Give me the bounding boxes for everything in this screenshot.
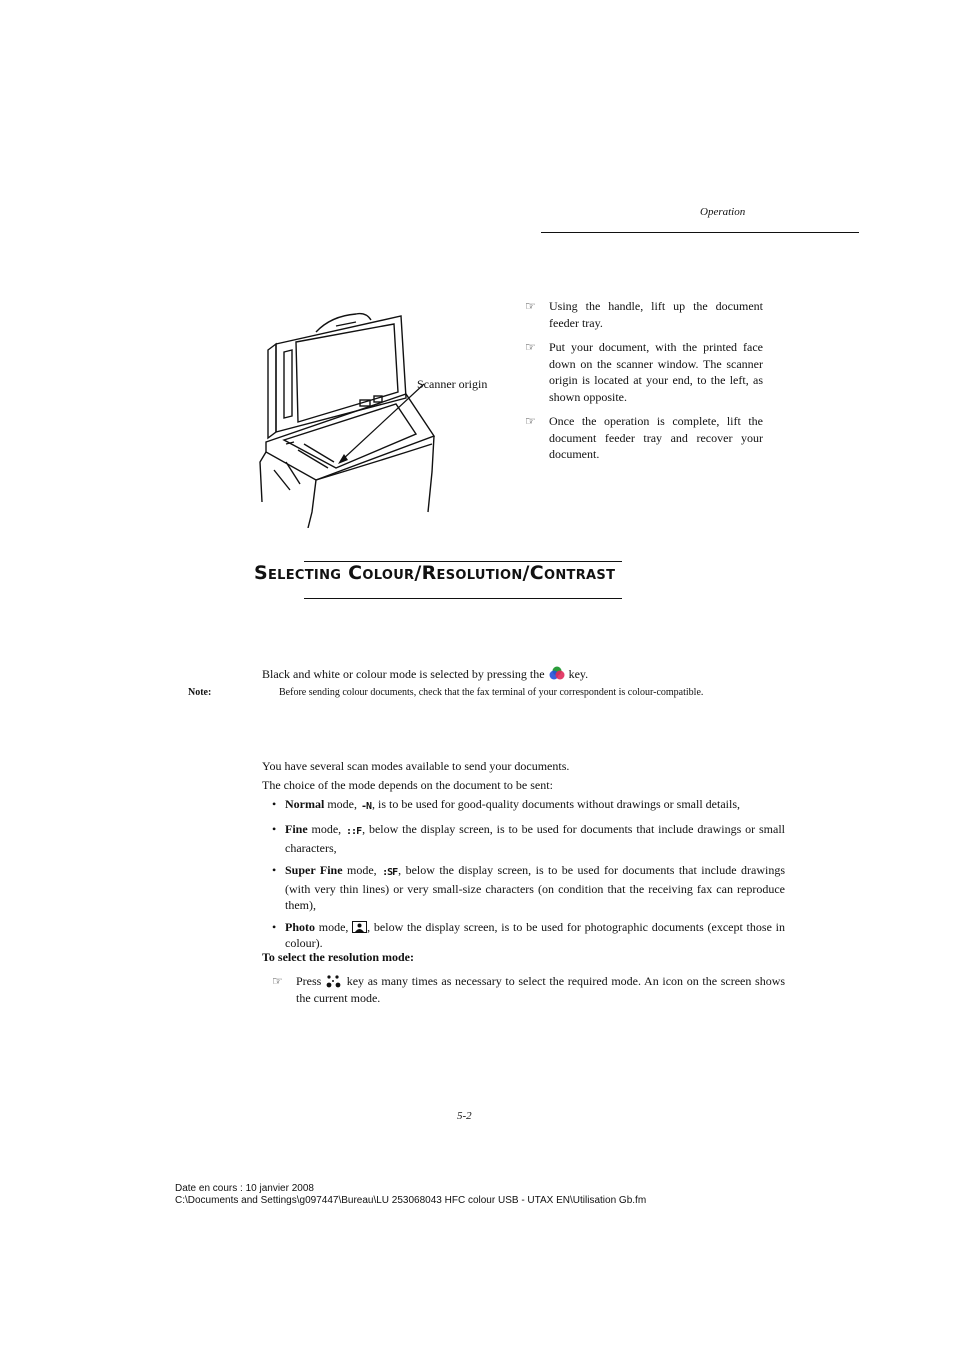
header-rule — [541, 232, 859, 233]
header-section-label: Operation — [700, 206, 746, 218]
scanner-illustration — [256, 312, 436, 528]
scanner-steps — [525, 298, 763, 471]
resolution-intro-1: You have several scan modes available to send your documents. — [262, 759, 570, 773]
super-fine-mode-icon: :SF — [382, 867, 398, 878]
normal-mode-icon: -N — [361, 801, 372, 812]
pointing-hand-icon: ☞ — [525, 299, 536, 313]
pointing-hand-icon: ☞ — [525, 414, 536, 428]
colour-key-icon — [548, 666, 566, 680]
select-resolution-title: To select the resolution mode: — [262, 950, 414, 964]
list-item: ☞ Put your document, with the printed face down on the scanner window. The scanner origin is located at your end, to the left, as shown opposite. — [525, 340, 763, 404]
section-title: Selecting Colour/Resolution/Contrast — [254, 562, 616, 584]
mode-list — [272, 796, 785, 957]
colour-paragraph: Black and white or colour mode is selected by pressing the key. — [262, 667, 589, 681]
list-item: ☞ Using the handle, lift up the document feeder tray. — [525, 299, 763, 330]
select-resolution-step: ☞ Press key as many times as necessary to select the required mode. An icon on the screen shows the current mode. — [272, 974, 786, 1005]
footer-path: C:\Documents and Settings\g097447\Bureau\LU 253068043 HFC colour USB - UTAX EN\Utilisation Gb.fm — [175, 1195, 647, 1206]
pointing-hand-icon: ☞ — [272, 974, 283, 988]
list-item: • Fine mode, ::F, below the display screen, is to be used for documents that include drawings or small characters, — [272, 822, 785, 855]
list-item: • Super Fine mode, :SF, below the display screen, is to be used for documents that include drawings (with very thin lines) or very small-size characters (on condition that the receiving fax can reproduce them), — [272, 863, 785, 912]
note-label: Note: — [188, 687, 212, 698]
pointing-hand-icon: ☞ — [525, 340, 536, 354]
fine-mode-icon: ::F — [346, 826, 362, 837]
note-text: Before sending colour documents, check that the fax terminal of your correspondent is colour-compatible. — [279, 687, 704, 698]
footer-date: Date en cours : 10 janvier 2008 — [175, 1183, 314, 1194]
section-title-rule-bottom — [304, 598, 622, 599]
list-item: • Photo mode, , below the display screen, is to be used for photographic documents (except those in colour). — [272, 920, 785, 950]
scanner-origin-callout: Scanner origin — [417, 377, 488, 391]
resolution-intro-2: The choice of the mode depends on the document to be sent: — [262, 778, 553, 792]
page-number: 5-2 — [457, 1110, 472, 1122]
resolution-key-icon — [325, 974, 343, 988]
footer — [175, 1183, 646, 1207]
list-item: ☞ Once the operation is complete, lift the document feeder tray and recover your document. — [525, 414, 763, 461]
list-item: • Normal mode, -N, is to be used for good-quality documents without drawings or small details, — [272, 796, 785, 815]
photo-mode-icon — [352, 921, 367, 933]
